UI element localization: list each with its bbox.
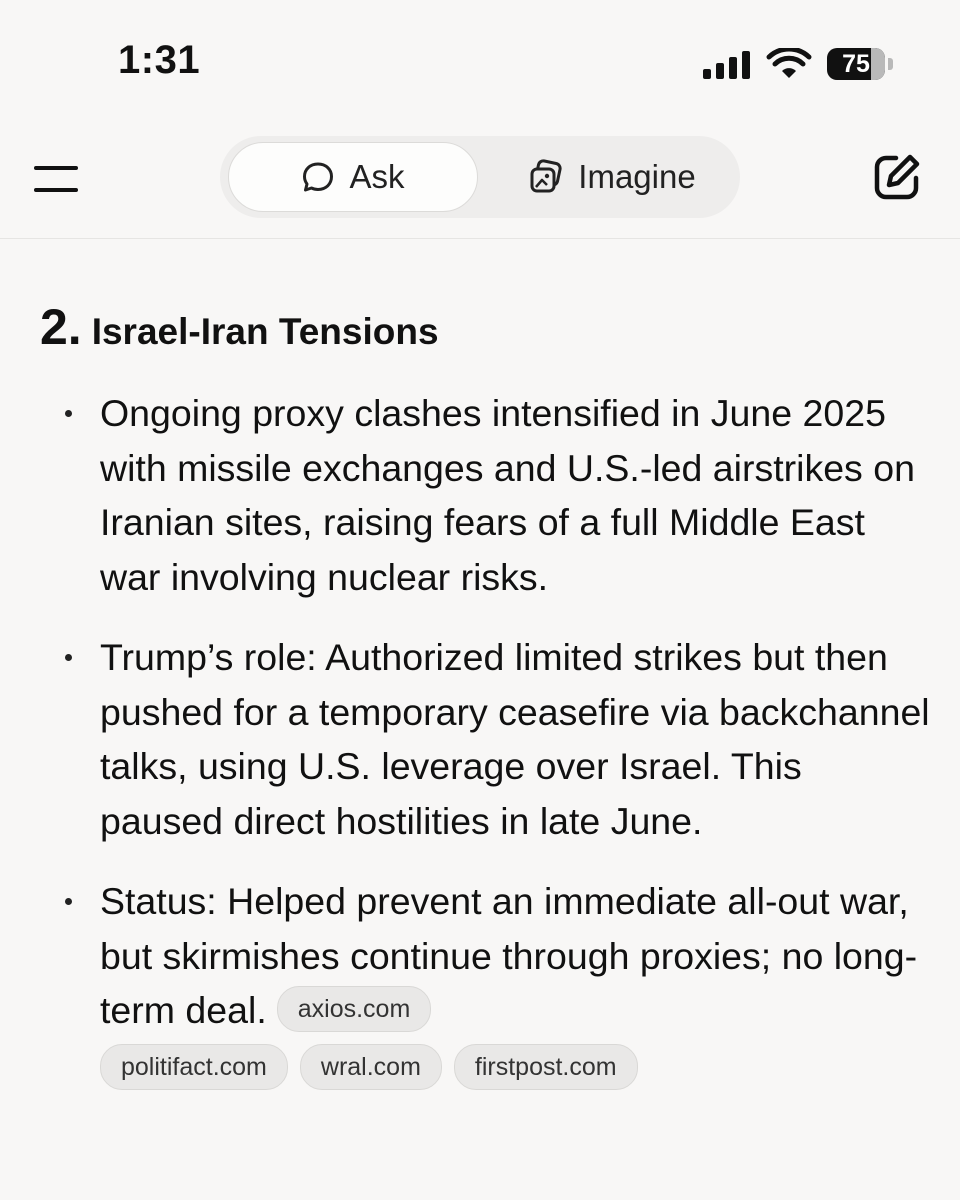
edit-icon[interactable] — [872, 152, 922, 202]
image-stack-icon — [528, 159, 564, 195]
tab-imagine-label: Imagine — [578, 158, 696, 195]
tab-ask-label: Ask — [349, 158, 405, 195]
tab-imagine[interactable] — [490, 142, 734, 212]
cellular-signal-icon — [703, 51, 751, 79]
mode-switcher — [220, 136, 740, 218]
bullet-text: Trump’s role: Authorized limited strikes but then pushed for a temporary ceasefire via backchannel talks, using U.S. leverage over Israel. This paused direct hostilities in late June. — [100, 636, 930, 842]
section-title: Israel-Iran Tensions — [91, 311, 439, 352]
bullet-text: Status: Helped prevent an immediate all-out war, but skirmishes continue through proxies; no long-term deal. — [100, 880, 918, 1031]
battery-icon — [827, 48, 885, 80]
bullet-text: Ongoing proxy clashes intensified in June 2025 with missile exchanges and U.S.-led airstrikes on Iranian sites, raising fears of a full Middle East war involving nuclear risks. — [100, 392, 915, 598]
bullet-dot — [65, 898, 72, 905]
chat-bubble-icon — [301, 160, 335, 194]
hamburger-menu-icon[interactable] — [34, 164, 78, 194]
wifi-icon — [766, 48, 812, 80]
status-bar — [0, 0, 960, 120]
source-chip-row — [100, 1044, 930, 1090]
source-chip-wral[interactable]: wral.com — [300, 1044, 442, 1090]
tab-ask[interactable] — [228, 142, 478, 212]
bullet-dot — [65, 654, 72, 661]
clock: 1:31 — [118, 38, 201, 82]
bullet-dot — [65, 410, 72, 417]
list-item — [60, 630, 930, 848]
list-item — [60, 874, 930, 1090]
source-chip-politifact[interactable]: politifact.com — [100, 1044, 288, 1090]
section-heading — [40, 298, 439, 356]
bullet-list — [60, 386, 930, 1116]
battery-level: 75 — [842, 49, 870, 78]
source-chip-axios[interactable]: axios.com — [277, 986, 432, 1032]
source-chip-firstpost[interactable]: firstpost.com — [454, 1044, 638, 1090]
section-number: 2. — [40, 299, 82, 355]
list-item — [60, 386, 930, 604]
battery-tip — [888, 58, 893, 70]
top-nav — [0, 120, 960, 239]
